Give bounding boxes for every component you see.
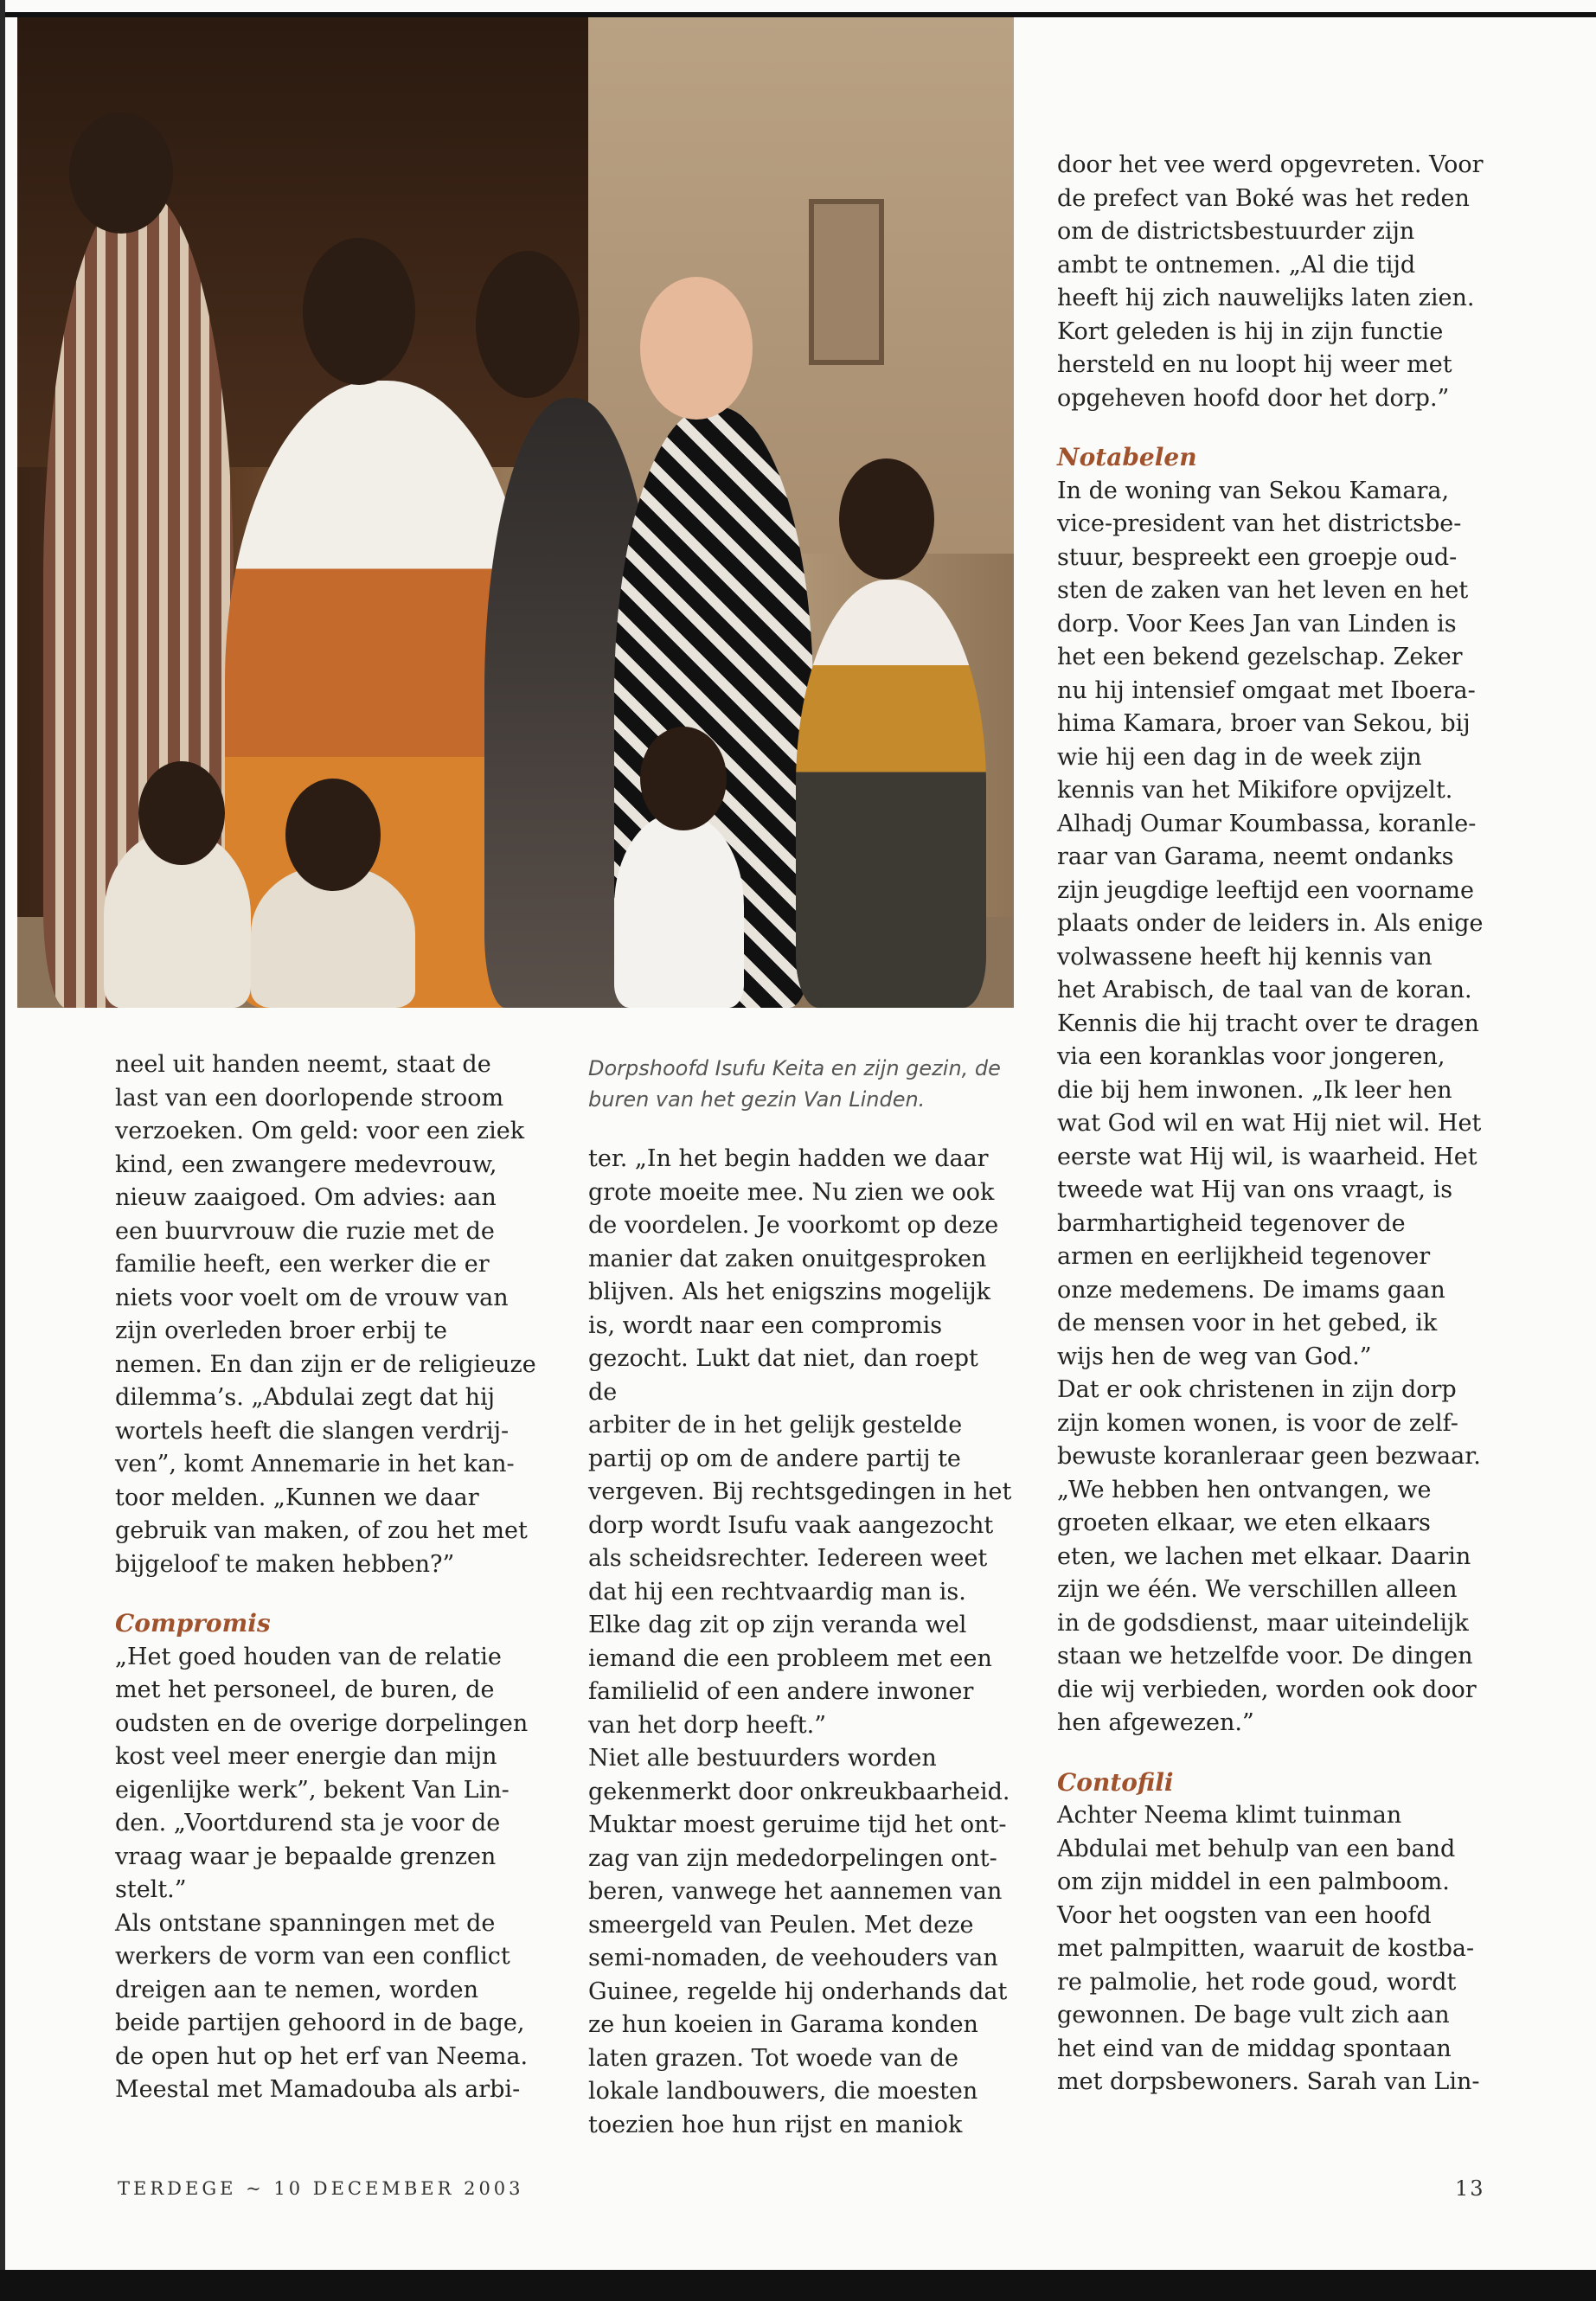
body-line: barmhartigheid tegenover de [1057, 1209, 1406, 1237]
body-line: familielid of een andere inwoner [588, 1678, 974, 1705]
body-line: door het vee werd opgevreten. Voor [1057, 151, 1484, 178]
body-line: „Het goed houden van de relatie [115, 1643, 502, 1670]
body-line: bijgeloof te maken hebben?” [115, 1550, 455, 1578]
body-line: wijs hen de weg van God.” [1057, 1343, 1372, 1370]
body-line: zijn komen wonen, is voor de zelf- [1057, 1409, 1458, 1437]
body-line: wie hij een dag in de week zijn [1057, 743, 1422, 771]
body-line: met het personeel, de buren, de [115, 1676, 495, 1703]
body-line: tweede wat Hij van ons vraagt, is [1057, 1176, 1453, 1203]
body-line: Kort geleden is hij in zijn functie [1057, 317, 1444, 345]
body-line: semi-nomaden, de veehouders van [588, 1945, 998, 1971]
body-line: die bij hem inwonen. „Ik leer hen [1057, 1076, 1452, 1104]
body-line: stelt.” [115, 1876, 187, 1903]
body-line: onze medemens. De imams gaan [1057, 1276, 1445, 1304]
body-line: oudsten en de overige dorpelingen [115, 1709, 529, 1737]
body-line: Dat er ook christenen in zijn dorp [1057, 1376, 1457, 1403]
body-line: plaats onder de leiders in. Als enige [1057, 910, 1484, 937]
body-line: eigenlijke werk”, bekent Van Lin- [115, 1776, 510, 1804]
body-line: nemen. En dan zijn er de religieuze [115, 1350, 536, 1378]
body-line: nu hij intensief omgaat met Iboera- [1057, 676, 1476, 704]
body-line: arbiter de in het gelijk gestelde [588, 1412, 963, 1439]
body-line: Guinee, regelde hij onderhands dat [588, 1977, 1008, 2005]
body-line: zijn overleden broer erbij te [115, 1317, 447, 1344]
body-line: ven”, komt Annemarie in het kan- [115, 1451, 515, 1477]
body-line: manier dat zaken onuitgesproken [588, 1245, 987, 1272]
body-line: kennis van het Mikifore opvijzelt. [1057, 777, 1453, 804]
body-line: het Arabisch, de taal van de koran. [1057, 977, 1472, 1003]
text-column-1 [115, 1048, 548, 2107]
body-line: den. „Voortdurend sta je voor de [115, 1810, 501, 1836]
body-line: neel uit handen neemt, staat de [115, 1051, 491, 1078]
body-line: dilemma’s. „Abdulai zegt dat hij [115, 1384, 495, 1411]
body-line: de mensen voor in het gebed, ik [1057, 1310, 1438, 1336]
body-line: Niet alle bestuurders worden [588, 1745, 937, 1772]
body-line: groeten elkaar, we eten elkaars [1057, 1509, 1431, 1536]
body-line: staan we hetzelfde voor. De dingen [1057, 1643, 1473, 1670]
body-line: eten, we lachen met elkaar. Daarin [1057, 1542, 1471, 1570]
body-line: bewuste koranleraar geen bezwaar. [1057, 1443, 1481, 1470]
body-line: de prefect van Boké was het reden [1057, 184, 1470, 212]
body-line: dorp. Voor Kees Jan van Linden is [1057, 610, 1457, 638]
body-line: gekenmerkt door onkreukbaarheid. [588, 1778, 1010, 1805]
body-line: dorp wordt Isufu vaak aangezocht [588, 1511, 994, 1539]
body-line: dat hij een rechtvaardig man is. [588, 1578, 966, 1606]
body-line: familie heeft, een werker die er [115, 1251, 490, 1278]
body-line: het eind van de middag spontaan [1057, 2035, 1452, 2062]
photo-caption: Dorpshoofd Isufu Keita en zijn gezin, de buren van het gezin Van Linden. [588, 1056, 1001, 1112]
body-line: zijn jeugdige leeftijd een voorname [1057, 876, 1474, 904]
child-3-head [640, 727, 727, 830]
body-line: dreigen aan te nemen, worden [115, 1976, 479, 2003]
body-line: last van een doorlopende stroom [115, 1084, 504, 1112]
body-line: Voor het oogsten van een hoofd [1057, 1901, 1432, 1929]
body-line: via een koranklas voor jongeren, [1057, 1043, 1445, 1070]
body-line: niets voor voelt om de vrouw van [115, 1284, 509, 1311]
body-line: gezocht. Lukt dat niet, dan roept de [588, 1345, 978, 1406]
body-line: toor melden. „Kunnen we daar [115, 1484, 479, 1511]
body-line: laten grazen. Tot woede van de [588, 2044, 958, 2072]
body-line: kost veel meer energie dan mijn [115, 1743, 497, 1770]
body-line: ambt te ontnemen. „Al die tijd [1057, 251, 1416, 279]
body-line: „We hebben hen ontvangen, we [1057, 1476, 1432, 1503]
body-line: die wij verbieden, worden ook door [1057, 1676, 1477, 1703]
body-line: gewonnen. De bage vult zich aan [1057, 2002, 1450, 2029]
text-column-3 [1057, 149, 1498, 2099]
body-line: werkers de vorm van een conflict [115, 1943, 510, 1970]
body-line: grote moeite mee. Nu zien we ook [588, 1178, 995, 1206]
body-line: smeergeld van Peulen. Met deze [588, 1911, 974, 1939]
body-line: Als ontstane spanningen met de [115, 1909, 496, 1937]
body-line: om de districtsbestuurder zijn [1057, 218, 1415, 245]
bottom-border [0, 2270, 1596, 2301]
text-column-2 [588, 1053, 1012, 2142]
body-line: een buurvrouw die ruzie met de [115, 1217, 495, 1245]
body-line: Abdulai met behulp van een band [1057, 1835, 1456, 1862]
body-line: stuur, bespreekt een groepje oud- [1057, 543, 1458, 571]
child-1-head [138, 761, 225, 865]
body-line: wat God wil en wat Hij niet wil. Het [1057, 1110, 1482, 1137]
body-line: toezien hoe hun rijst en maniok [588, 2111, 963, 2138]
body-line: ze hun koeien in Garama konden [588, 2011, 978, 2038]
body-line: volwassene heeft hij kennis van [1057, 943, 1433, 971]
body-line: Alhadj Oumar Koumbassa, koranle- [1057, 810, 1477, 837]
body-line: heeft hij zich nauwelijks laten zien. [1057, 285, 1475, 311]
body-line: het een bekend gezelschap. Zeker [1057, 644, 1463, 670]
body-line: raar van Garama, neemt ondanks [1057, 843, 1454, 870]
body-line: hima Kamara, broer van Sekou, bij [1057, 710, 1471, 737]
body-line: iemand die een probleem met een [588, 1644, 992, 1672]
body-line: nieuw zaaigoed. Om advies: aan [115, 1184, 497, 1211]
body-line: lokale landbouwers, die moesten [588, 2078, 978, 2105]
body-line: de voordelen. Je voorkomt op deze [588, 1212, 999, 1239]
body-line: Kennis die hij tracht over te dragen [1057, 1009, 1479, 1037]
body-line: beide partijen gehoord in de bage, [115, 2009, 525, 2036]
body-line: Muktar moest geruime tijd het ont- [588, 1811, 1007, 1838]
body-line: zag van zijn mededorpelingen ont- [588, 1844, 997, 1872]
body-line: vice-president van het districtsbe- [1057, 510, 1462, 537]
body-line: blijven. Als het enigszins mogelijk [588, 1279, 991, 1305]
body-line: sten de zaken van het leven en het [1057, 577, 1469, 604]
footer-publication: TERDEGE ~ 10 DECEMBER 2003 [118, 2178, 524, 2199]
body-line: kind, een zwangere medevrouw, [115, 1150, 497, 1178]
person-2-head [303, 238, 415, 385]
page-number: 13 [1455, 2176, 1485, 2201]
body-line: armen en eerlijkheid tegenover [1057, 1243, 1431, 1270]
body-line: ter. „In het begin hadden we daar [588, 1145, 989, 1172]
person-5-head [839, 458, 934, 580]
body-line: re palmolie, het rode goud, wordt [1057, 1968, 1457, 1996]
child-2-head [285, 779, 381, 891]
body-line: In de woning van Sekou Kamara, [1057, 477, 1450, 504]
body-line: beren, vanwege het aannemen van [588, 1878, 1003, 1905]
person-5 [796, 580, 986, 1008]
photo-window [809, 199, 884, 365]
body-line: zijn we één. We verschillen alleen [1057, 1576, 1458, 1603]
body-line: als scheidsrechter. Iedereen weet [588, 1545, 988, 1572]
body-line: met palmpitten, waaruit de kostba- [1057, 1935, 1475, 1962]
body-line: om zijn middel in een palmboom. [1057, 1868, 1450, 1895]
body-line: vergeven. Bij rechtsgedingen in het [588, 1478, 1012, 1505]
family-photo [17, 17, 1014, 1008]
body-line: met dorpsbewoners. Sarah van Lin- [1057, 2068, 1480, 2095]
body-line: eerste wat Hij wil, is waarheid. Het [1057, 1143, 1477, 1170]
section-heading-notabelen: Notabelen [1057, 443, 1197, 471]
body-line: partij op om de andere partij te [588, 1445, 961, 1472]
body-line: hen afgewezen.” [1057, 1709, 1254, 1736]
body-line: wortels heeft die slangen verdrij- [115, 1417, 510, 1445]
body-line: van het dorp heeft.” [588, 1711, 827, 1739]
section-heading-contofili: Contofili [1057, 1767, 1174, 1797]
person-4-head [640, 277, 753, 420]
person-3-head [476, 251, 580, 398]
left-border [0, 0, 5, 2301]
body-line: vraag waar je bepaalde grenzen [115, 1843, 497, 1870]
body-line: gebruik van maken, of zou het met [115, 1517, 528, 1544]
body-line: is, wordt naar een compromis [588, 1311, 943, 1339]
body-line: hersteld en nu loopt hij weer met [1057, 351, 1452, 378]
body-line: de open hut op het erf van Neema. [115, 2042, 529, 2070]
body-line: verzoeken. Om geld: voor een ziek [115, 1118, 525, 1144]
person-1-head [69, 112, 173, 234]
body-line: Elke dag zit op zijn veranda wel [588, 1612, 967, 1638]
section-heading-compromis: Compromis [115, 1609, 271, 1638]
body-line: in de godsdienst, maar uiteindelijk [1057, 1609, 1469, 1637]
body-line: Meestal met Mamadouba als arbi- [115, 2076, 521, 2103]
child-3 [614, 813, 744, 1008]
body-line: opgeheven hoofd door het dorp.” [1057, 384, 1450, 412]
body-line: Achter Neema klimt tuinman [1057, 1802, 1402, 1829]
